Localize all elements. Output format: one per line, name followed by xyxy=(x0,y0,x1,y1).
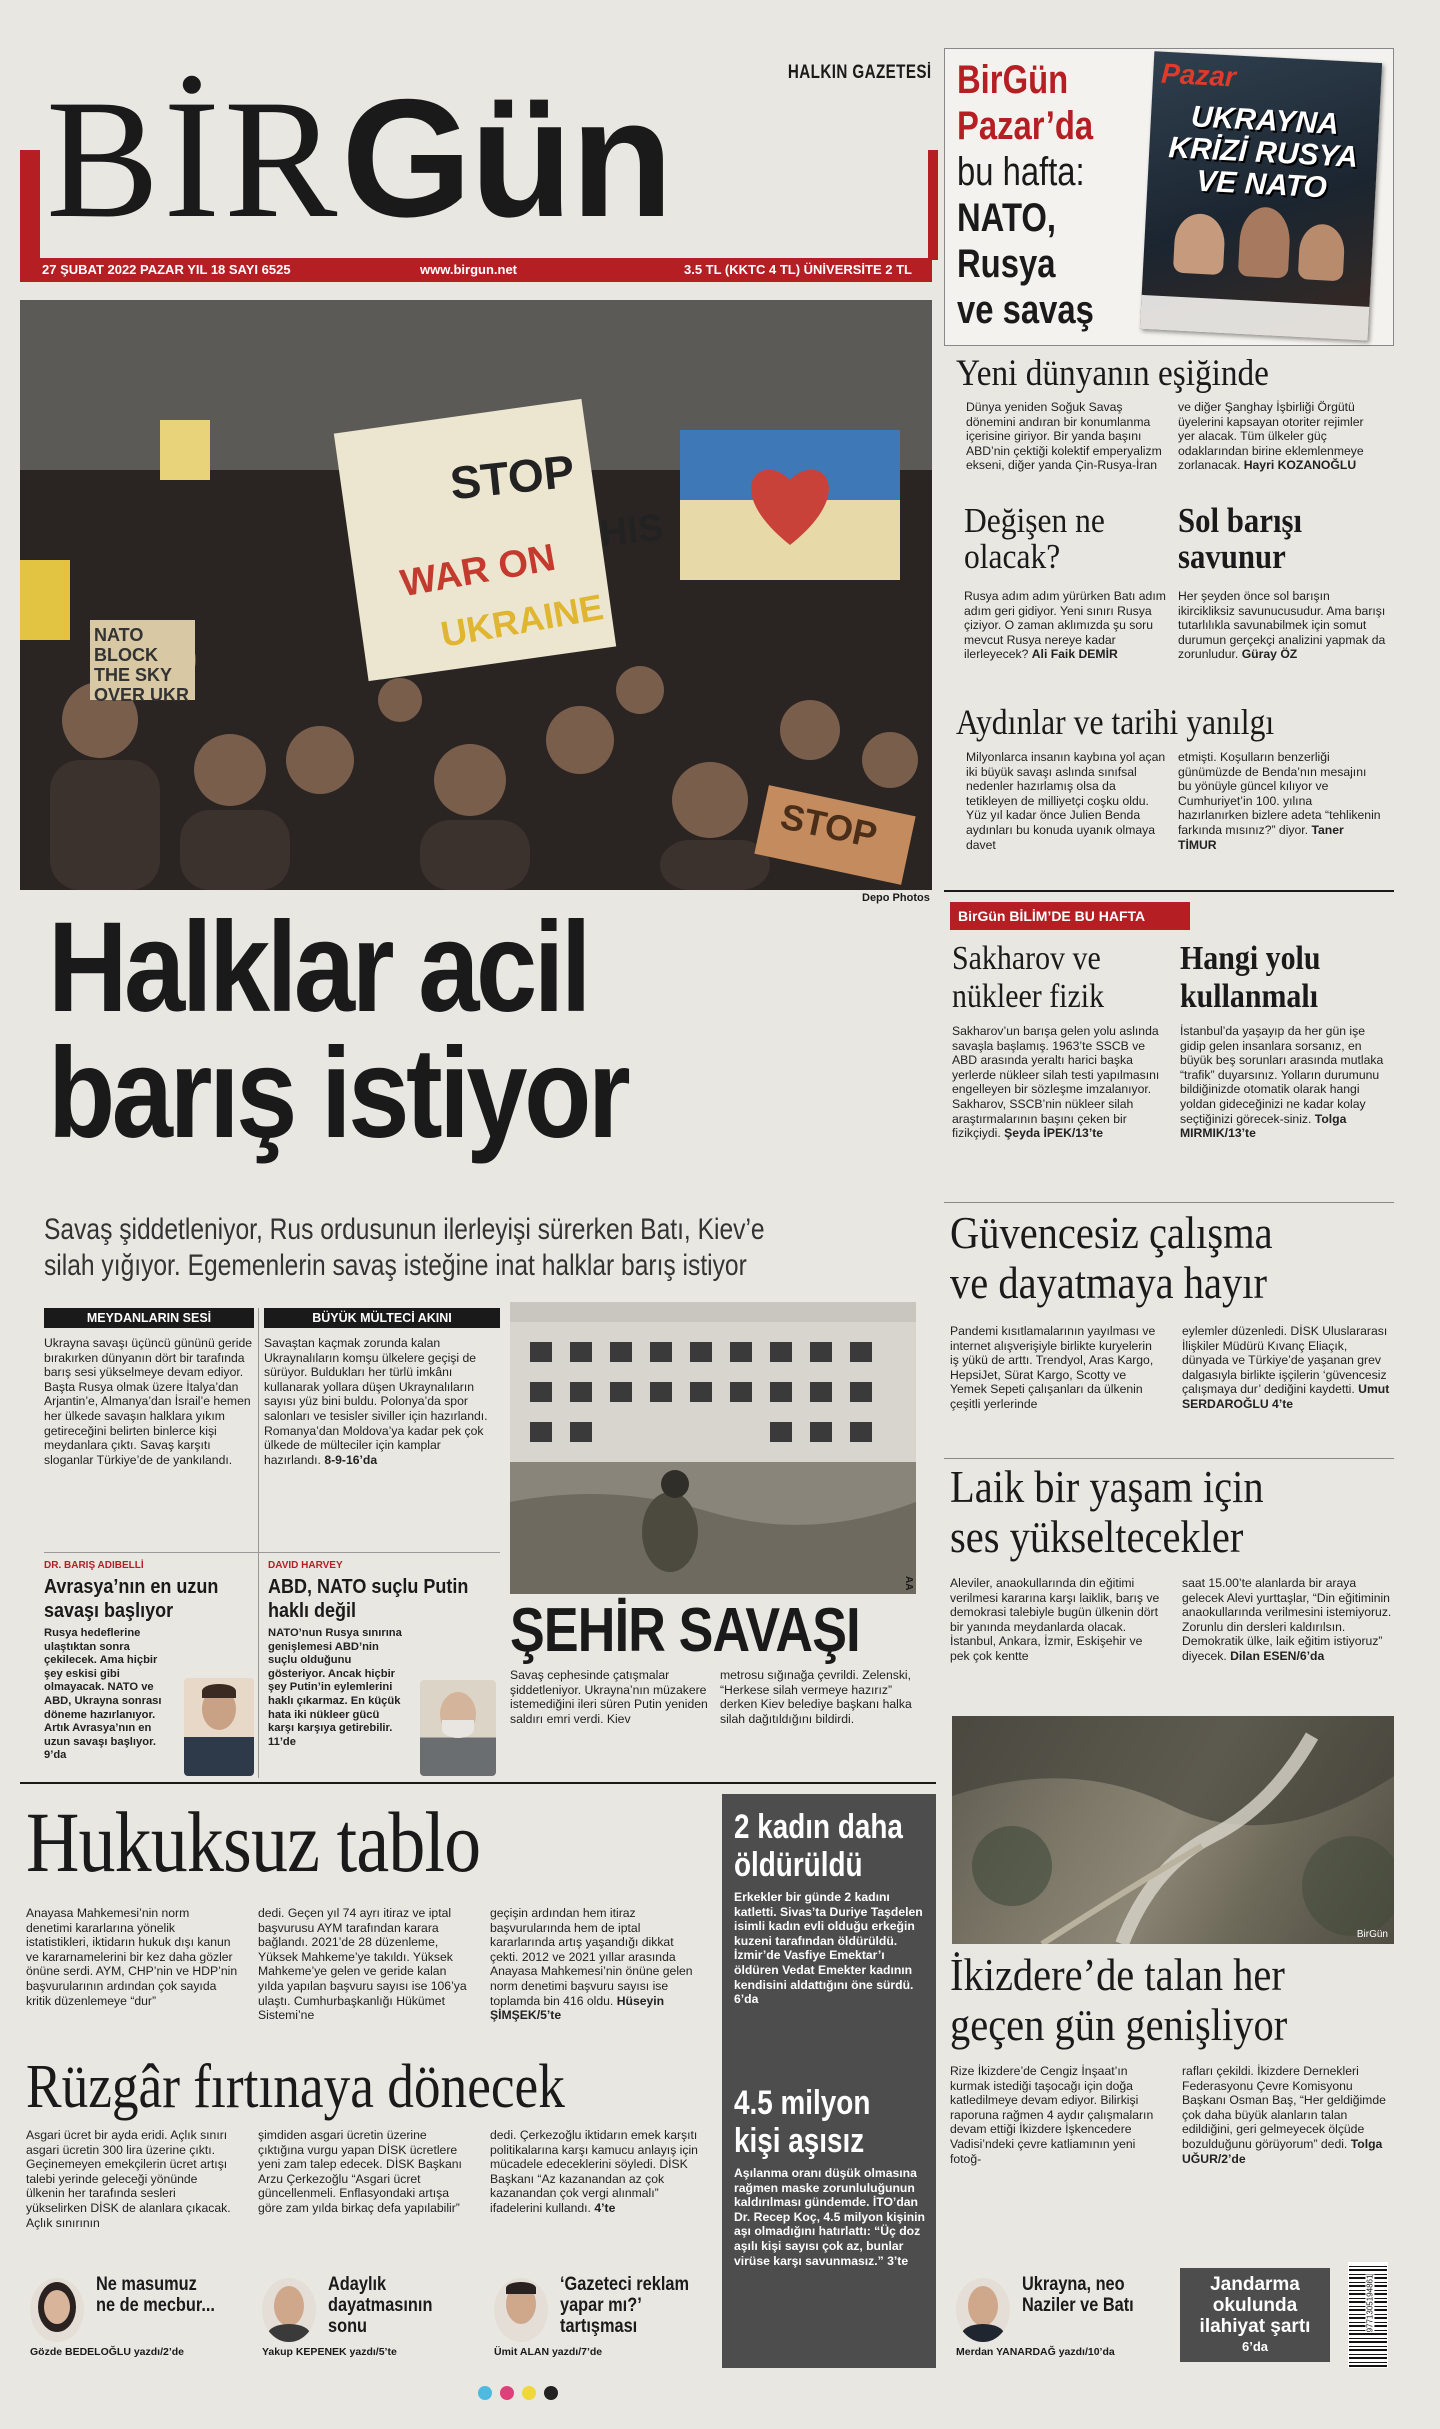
teaser-title: Adaylık dayatmasının sonu xyxy=(328,2274,433,2337)
article-body: Rusya hedeflerine ulaştıktan sonra çekilecek. Ama hiçbir şey eskisi gibi olmayacak. NATO ve ABD, Ukrayna sonrası döneme hazırlanıyor. Artık Avrasya’nın en uzun savaşı başlıyor. 9’da xyxy=(44,1627,162,1762)
article-title: Yeni dünyanın eşiğinde xyxy=(956,353,1269,394)
masthead xyxy=(20,30,932,288)
print-dot-black xyxy=(544,2386,558,2400)
tagline: HALKIN GAZETESİ xyxy=(788,62,932,83)
logo-gun: Gün xyxy=(341,64,672,252)
red-band-left xyxy=(20,150,40,260)
barcode xyxy=(1348,2262,1388,2368)
jandarma-box[interactable] xyxy=(1180,2268,1330,2362)
article-body: Her şeyden önce sol barışın ikircikliksiz savunucusudur. Ama barışı tutarlılıkla savunabilmek için somut durumun gerçekçi analizini yapmak da zorunludur. Güray ÖZ xyxy=(1178,589,1386,662)
author: Ali Faik DEMİR xyxy=(1031,647,1118,662)
author: Hayri KOZANOĞLU xyxy=(1243,458,1357,473)
teaser-byline: Merdan YANARDAĞ yazdı/10’da xyxy=(956,2346,1115,2358)
article-title: Rüzgâr fırtınaya dönecek xyxy=(26,2053,565,2121)
pazar-promo[interactable] xyxy=(944,48,1394,346)
section-header: BÜYÜK MÜLTECİ AKINI xyxy=(264,1308,500,1328)
article-sakharov[interactable] xyxy=(952,940,1162,1141)
byline: DAVID HARVEY xyxy=(268,1560,343,1571)
article-body-right: saat 15.00’te alanlarda bir araya gelecek Alevi yurttaşlar, “Din eğitiminin anaokullarında verilmesini istemiyoruz. Zorunlu din dersleri kaldırılsın. Demokratik ülke, laik eğitim istiyoruz” diyecek. Dilan ESEN/6’da xyxy=(1182,1576,1392,1663)
article-body-col-1: Anayasa Mahkemesi’nin norm denetimi kararlarına yönelik istatistikleri, iktidarın hukuk dışı kanun ve kararnamelerini bir kez daha gözler önüne serdi. AYM, CHP’nin ve HDP’nin başvurularının ardından çok sayıda kritik düzenlemeye “dur” xyxy=(26,1906,238,2008)
sign-stop: STOP xyxy=(447,444,577,510)
price-line: 3.5 TL (KKTC 4 TL) ÜNİVERSİTE 2 TL xyxy=(683,262,912,277)
author: Taner TİMUR xyxy=(1178,822,1344,852)
article-hangi-yolu[interactable] xyxy=(1180,940,1392,1141)
column-divider xyxy=(258,1308,259,1778)
section-header: MEYDANLARIN SESİ xyxy=(44,1308,254,1328)
article-body-left: Pandemi kısıtlamalarının yayılması ve internet alışverişiyle birlikte kuryelerin iş yükü de arttı. Trendyol, Aras Kargo, HepsiJet, Sürat Kargo, Scotty ve Yemek Sepeti çalışanları da ülkenin çeşitli yerlerinde xyxy=(950,1324,1156,1411)
article-body-col-1: Asgari ücret bir ayda eridi. Açlık sınırı asgari ücretin 300 lira üzerine çıktı. Geçinemeyen emekçilerin ücret artışı talebi yerinde geleceği yönünde ülkenin her tarafında sesleri yükselirken DİSK de alanlara çıkacak. Açlık sınırının xyxy=(26,2128,231,2230)
teaser-byline: Yakup KEPENEK yazdı/5’te xyxy=(262,2346,397,2358)
article-aydinlar[interactable] xyxy=(956,700,1386,852)
article-body: Ukrayna savaşı üçüncü gününü geride bırakırken dünyanın dört bir tarafında barış sesi yükselmeye devam ediyor. Başta Rusya olmak üzere İtalya’dan Arjantin’e, Almanya’dan İsrail’e hemen her ülkede savaşın halklara yıkım getireceğini belirten binlerce kişi meydanlara çıktı. Savaş karşıtı sloganlar Türkiye’de de yankılandı. xyxy=(44,1336,252,1467)
page-ref: 6’da xyxy=(734,1992,759,2007)
article-sol-barisi[interactable] xyxy=(1178,501,1390,662)
article-guvencesiz[interactable] xyxy=(950,1207,1390,1411)
divider xyxy=(944,1458,1394,1459)
logo xyxy=(46,64,672,253)
article-body-left: Savaş cephesinde çatışmalar şiddetleniyor. Ukrayna’nın müzakere istemediğini ileri süren Putin yeniden saldırı emri verdi. Kiev xyxy=(510,1668,708,1726)
article-title: ŞEHİR SAVAŞI xyxy=(510,1596,860,1665)
article-body-left: Dünya yeniden Soğuk Savaş dönemini andıran bir konumlanma içerisine giriyor. Bir yanda başını ABD’nin çektiği kolektif emperyalizm ekseni, diğer yanda Çin-Rusya-İran xyxy=(966,400,1162,473)
promo-line-1: BirGün xyxy=(957,58,1069,102)
footer-teaser-4[interactable] xyxy=(952,2270,1170,2362)
subhead-line-1: Savaş şiddetleniyor, Rus ordusunun ilerleyişi sürerken Batı, Kiev’e xyxy=(44,1213,765,1246)
teaser-byline: Gözde BEDELOĞLU yazdı/2’de xyxy=(30,2346,185,2358)
magazine-brand: Pazar xyxy=(1160,57,1237,93)
article-body: Aşılanma oranı düşük olmasına rağmen maske zorunluluğunun kaldırılması gündemde. İTO’dan Dr. Recep Koç, 4.5 milyon kişinin aşı olmadığını hatırlattı: “Üç doz aşılı kişi sayısı çok az, bunlar virüse karşı savunmasız.” 3’te xyxy=(734,2166,926,2268)
article-body-right: ve diğer Şanghay İşbirliği Örgütü üyelerini kapsayan otoriter rejimler yer alacak. Tüm ülkeler güç odaklarından birine eklemlenmeye zorlanacak. Hayri KOZANOĞLU xyxy=(1178,400,1364,473)
article-title: ABD, NATO suçlu Putin haklı değil xyxy=(268,1576,469,1622)
article-sehir-savasi[interactable] xyxy=(510,1596,920,1726)
page-ref: 4’te xyxy=(594,2200,616,2215)
photo-credit-main: Depo Photos xyxy=(862,892,930,904)
article-title-1: İkizdere’de talan her xyxy=(950,1949,1285,2000)
divider xyxy=(20,1782,936,1784)
ikizdere-photo xyxy=(952,1716,1394,1944)
city-war-photo xyxy=(510,1302,916,1594)
article-body: Sakharov’un barışa gelen yolu aslında savaşla başlamış. 1963’te SSCB ve ABD arasında yeraltı harici başka yerlerde nükleer silah testi yapılmasını engelleyen bir sözleşme imzalanıyor. Sakharov, SSCB’nin nükleer silah araştırmalarının başını çeken bir fizikçiydi. Şeyda İPEK/13’te xyxy=(952,1024,1160,1141)
promo-line-4: NATO, xyxy=(957,196,1057,240)
main-protest-photo xyxy=(20,300,932,890)
article-title: 4.5 milyon kişi aşısız xyxy=(734,2084,871,2160)
article-title: Aydınlar ve tarihi yanılgı xyxy=(956,702,1275,742)
promo-line-6: ve savaş xyxy=(957,288,1094,332)
article-title: Değişen ne olacak? xyxy=(964,501,1105,576)
teaser-title: Ne masumuz ne de mecbur... xyxy=(96,2274,215,2316)
date-bar xyxy=(20,258,932,282)
promo-line-5: Rusya xyxy=(957,242,1056,286)
author: Dilan ESEN/6’da xyxy=(1230,1648,1325,1663)
magazine-cover xyxy=(1140,51,1382,341)
divider xyxy=(44,1552,500,1553)
article-title: Hangi yolu kullanmalı xyxy=(1180,940,1321,1015)
article-body: Erkekler bir günde 2 kadını katletti. Sivas’ta Duriye Taşdelen isimli kadın evli olduğu erkeğin kuzeni tarafından öldürüldü. İzmir’de Vasfiye Emektar’ı öldüren Vedat Emekter kadının kendisini aldattığını öne sürdü. 6’da xyxy=(734,1890,923,2007)
photo-credit: AA xyxy=(903,1575,914,1590)
bilim-header: BirGün BİLİM’DE BU HAFTA xyxy=(950,902,1190,930)
website-link[interactable]: www.birgun.net xyxy=(420,262,518,277)
jandarma-title: Jandarma okulunda ilahiyat şartı xyxy=(1199,2274,1311,2337)
page-ref: 9’da xyxy=(44,1749,67,1762)
avatar-harvey xyxy=(420,1680,496,1776)
article-ikizdere[interactable] xyxy=(950,1949,1390,2166)
author: Tolga UĞUR/2’de xyxy=(1182,2136,1383,2166)
article-title: 2 kadın daha öldürüldü xyxy=(734,1808,903,1884)
promo-line-3: bu hafta: xyxy=(957,150,1085,194)
article-body: İstanbul’da yaşayıp da her gün işe gidip gelen insanlara sorsanız, en büyük beş sorunları arasında mutlaka “trafik” duyarsınız. Yolların durumunu bildiğinizde otomatik olarak hangi yoldan gideceğinizi ne kadar kolay seçtiğinizi görecek-siniz. Tolga MIRMIK/13’te xyxy=(1180,1024,1384,1141)
article-title: Sol barışı savunur xyxy=(1178,501,1303,576)
headline-line-2: barış istiyor xyxy=(48,1022,628,1165)
article-multeci[interactable] xyxy=(264,1308,500,1467)
article-title-2: ses yükseltecekler xyxy=(950,1511,1244,1562)
author: Hüseyin ŞİMŞEK/5’te xyxy=(490,1993,665,2023)
footer-teaser-2[interactable] xyxy=(258,2270,476,2362)
article-body-right: metrosu sığınağa çevrildi. Zelenski, “Herkese silah vermeye hazırız” derken Kiev belediye başkanı halka silah dağıtıldığını bildirdi. xyxy=(720,1668,912,1726)
avatar xyxy=(30,2278,84,2342)
article-body-col-3: dedi. Çerkezoğlu iktidarın emek karşıtı politikalarına karşı kamucu anlayış için mücadele edeceklerini söyledi. DİSK Başkanı “Az kazanandan az çok kazanandan çok vergi alınmalı” ifadelerini kullandı. 4’te xyxy=(490,2128,698,2215)
promo-line-2: Pazar’da xyxy=(957,104,1094,148)
page-ref: 11’de xyxy=(268,1735,296,1748)
date-line: 27 ŞUBAT 2022 PAZAR YIL 18 SAYI 6525 xyxy=(42,262,291,277)
building-illustration xyxy=(510,1302,916,1594)
promo-text xyxy=(957,57,1094,333)
article-title: Avrasya’nın en uzun savaşı başlıyor xyxy=(44,1576,219,1622)
article-body-right: eylemler düzenledi. DİSK Uluslararası İlişkiler Müdürü Kıvanç Eliaçık, dünyada ve Türkiye’de yaşanan grev dalgasıyla birlikte işçilerin ‘güvencesiz çalışmaya dur’ dediğini kaydetti. Umut SERDAROĞLU 4’te xyxy=(1182,1324,1390,1411)
author: Umut SERDAROĞLU 4’te xyxy=(1182,1382,1390,1411)
article-body-left: Milyonlarca insanın kaybına yol açan iki büyük savaşı aslında sınıfsal nedenler hazırlamış olsa da tetikleyen de milliyetçi coşku oldu. Yüz yıl kadar önce Julien Benda aydınları bu konuda uyanık olmaya davet xyxy=(966,750,1166,852)
article-title: Hukuksuz tablo xyxy=(26,1794,481,1890)
article-kadin[interactable] xyxy=(734,1808,930,2007)
article-title-2: ve dayatmaya hayır xyxy=(950,1257,1267,1308)
article-body-left: Aleviler, anaokullarında din eğitimi verilmesi kararına karşı laiklik, barış ve demokrasi talebiyle bugün ülkenin dört bir yanında meydanlarda olacak. İstanbul, Ankara, İzmir, Eskişehir ve pek çok kentte xyxy=(950,1576,1160,1663)
sign-his: HIS xyxy=(597,506,666,556)
author: Güray ÖZ xyxy=(1241,647,1298,662)
page-ref: 6’da xyxy=(1241,2339,1268,2354)
article-body-col-2: dedi. Geçen yıl 74 ayrı itiraz ve iptal başvurusu AYM tarafından karara bağlandı. 2021’de 28 düzenleme, Yüksek Mahkeme’ye takıldı. Yüksek Mahkeme’ye gelen ve geride kalan yılda yapılan başvuru sayısı ise 106’ya ulaştı. Cumhurbaşkanlığı Hükümet Sistemi’ne xyxy=(258,1906,467,2023)
author: Şeyda İPEK/13’te xyxy=(1004,1126,1104,1141)
article-title-1: Güvencesiz çalışma xyxy=(950,1207,1273,1258)
page-ref: 3’te xyxy=(887,2253,909,2268)
print-dot-yellow xyxy=(522,2386,536,2400)
sign-stop-2: STOP xyxy=(776,795,881,856)
article-asisiz[interactable] xyxy=(734,2084,930,2268)
page-ref: 8-9-16’da xyxy=(324,1452,378,1467)
valley-illustration xyxy=(952,1716,1394,1944)
byline: DR. BARIŞ ADIBELLİ xyxy=(44,1560,144,1571)
subhead-line-2: silah yığıyor. Egemenlerin savaş isteğine inat halklar barış istiyor xyxy=(44,1249,747,1282)
print-dot-cyan xyxy=(478,2386,492,2400)
article-degisen[interactable] xyxy=(964,501,1174,662)
news-gray-box xyxy=(722,1794,936,2368)
teaser-byline: Ümit ALAN yazdı/7’de xyxy=(494,2346,603,2358)
article-body-col-2: şimdiden asgari ücretin üzerine çıktığına vurgu yapan DİSK ücretlere yeni zam talep edecek. DİSK Başkanı Arzu Çerkezoğlu “Asgari ücret güncellenmeli. Enflasyondaki artışa göre zam yılda birkaç defa yapılabilir” xyxy=(258,2128,462,2215)
article-meydanlar[interactable] xyxy=(44,1308,254,1467)
article-body: Savaştan kaçmak zorunda kalan Ukraynalıların komşu ülkelere geçişi de sürüyor. Buldukları her türlü imkânı kullanarak yollara düşen Ukraynalıların sayısı yüz bini buldu. Polonya’da spor salonları ve tesisler siviller için hazırlandı. Romanya’dan Moldova’ya kadar pek çok ülkede de mülteciler için kamplar hazırlandı. 8-9-16’da xyxy=(264,1336,488,1467)
article-body-right: etmişti. Koşulların benzerliği günümüzde de Benda’nın mesajını bu yönüyle güncel kılıyor ve Cumhuriyet’in 100. yılına hazırlanırken bizlere adeta “tehlikenin farkında mısınız?” diyor. Taner TİMUR xyxy=(1178,750,1381,852)
article-title-1: Laik bir yaşam için xyxy=(950,1461,1264,1512)
article-body-right: rafları çekildi. İkizdere Dernekleri Federasyonu Çevre Komisyonu Başkanı Osman Baş, “Her geldiğimde çok daha büyük alanların talan edildiğini, geri gelmeyecek ölçüde bozulduğunu görüyorum” dedi. Tolga UĞUR/2’de xyxy=(1182,2064,1386,2166)
article-body-left: Rize İkizdere’de Cengiz İnşaat’ın kurmak istediği taşocağı için doğa katledilmeye devam ediyor. Bilirkişi raporuna rağmen 4 aydır çalışmaların devam ettiği İkizdere İşkencedere Vadisi’ndeki çevre katliamının yeni fotoğ- xyxy=(950,2064,1154,2166)
red-band-right xyxy=(928,150,938,260)
main-subhead xyxy=(44,1212,766,1284)
magazine-figures xyxy=(1162,202,1356,302)
article-laik[interactable] xyxy=(950,1461,1392,1663)
article-ruzgar[interactable] xyxy=(26,2053,716,2230)
logo-bir: BİR xyxy=(46,65,342,253)
article-body-col-3: geçişin ardından hem itiraz başvurularında hem de iptal kararlarında artış yaşandığı dikkat çekti. 2012 ve 2021 yıllar arasında Anayasa Mahkemesi’nin önüne gelen norm denetimi başvuru sayısı ise toplamda bin 416 oldu. Hüseyin ŞİMŞEK/5’te xyxy=(490,1906,693,2023)
divider xyxy=(944,1202,1394,1203)
article-yeni-dunya[interactable] xyxy=(956,352,1386,473)
teaser-title: ‘Gazeteci reklam yapar mı?’ tartışması xyxy=(560,2274,689,2337)
article-hukuksuz[interactable] xyxy=(26,1794,716,2023)
right-column-divider xyxy=(944,890,1394,892)
teaser-title: Ukrayna, neo Naziler ve Batı xyxy=(1022,2274,1134,2316)
magazine-cover-title: UKRAYNA KRİZİ RUSYA VE NATO xyxy=(1167,100,1359,205)
print-dot-magenta xyxy=(500,2386,514,2400)
footer-teaser-3[interactable] xyxy=(490,2270,716,2362)
footer-teaser-1[interactable] xyxy=(26,2270,244,2362)
avatar xyxy=(262,2278,316,2342)
avatar-adibelli xyxy=(184,1678,254,1776)
photo-credit: BirGün xyxy=(1356,1929,1388,1940)
article-title-2: geçen gün genişliyor xyxy=(950,1999,1288,2050)
article-body: NATO’nun Rusya sınırına genişlemesi ABD’nin suçlu olduğunu gösteriyor. Ancak hiçbir şey Putin’in eylemlerini haklı çıkarmaz. En küçük hata iki nükleer gücü karşı karşıya getirebilir. 11’de xyxy=(268,1627,402,1748)
avatar xyxy=(956,2278,1010,2342)
article-title: Sakharov ve nükleer fizik xyxy=(952,940,1105,1015)
avatar xyxy=(494,2278,548,2342)
headline-line-1: Halklar acil xyxy=(48,896,589,1039)
article-body: Rusya adım adım yürürken Batı adım adım geri gidiyor. Yeni sınırı Rusya çiziyor. O zaman aklımızda şu soru mevcut Rusya nereye kadar ilerleyecek? Ali Faik DEMİR xyxy=(964,589,1166,662)
sign-war-on: WAR ON xyxy=(397,536,559,606)
author: Tolga MIRMIK/13’te xyxy=(1180,1111,1347,1141)
barcode-number: 9771305194861 xyxy=(1365,2274,1375,2333)
sign-ukraine: UKRAINE xyxy=(437,586,607,655)
sign-nato: NATO BLOCK THE SKY OVER UKR xyxy=(94,625,190,705)
